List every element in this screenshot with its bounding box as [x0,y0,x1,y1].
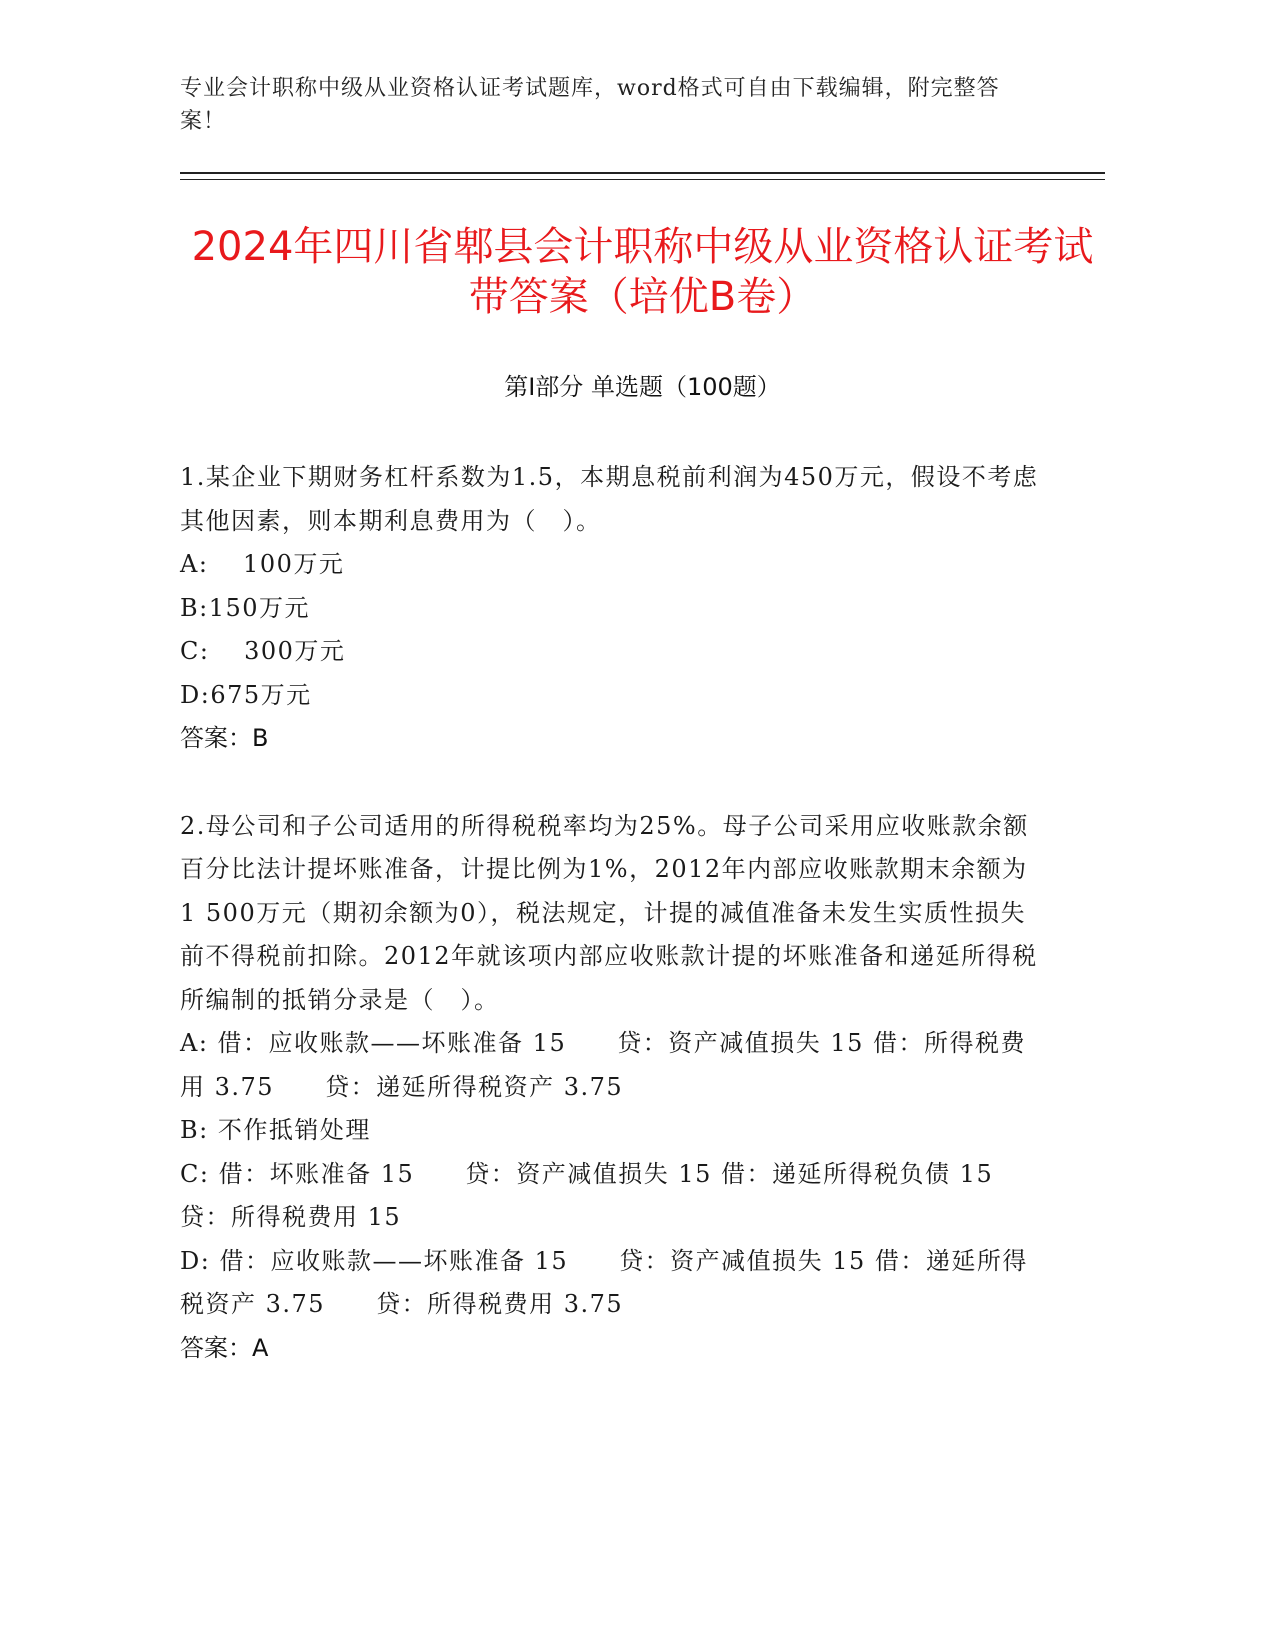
header-divider-thin [180,179,1105,180]
option-b: B:150万元 [180,593,311,622]
answer: 答案：A [180,1333,269,1362]
question-list [180,456,1045,1414]
document-title: 2024年四川省郫县会计职称中级从业资格认证考试带答案（培优B卷） [191,224,1094,320]
answer: 答案：B [180,724,269,752]
header-divider-thick [180,172,1105,174]
question-text: 1.某企业下期财务杠杆系数为1.5，本期息税前利润为450万元，假设不考虑其他因素，则本期利息费用为（ ）。 [180,463,1039,535]
question-text: 2.母公司和子公司适用的所得税税率均为25%。母子公司采用应收账款余额百分比法计提坏账准备，计提比例为1%，2012年内部应收账款期末余额为1 500万元（期初余额为0），税法规定，计提的减值准备未发生实质性损失前不得税前扣除。2012年就该项内部应收账款计提的坏账准备和递延所得税所编制的抵销分录是（ ）。 [180,811,1038,1014]
option-c: C: 300万元 [180,637,346,665]
option-a: A: 100万元 [180,550,345,578]
header-note: 专业会计职称中级从业资格认证考试题库，word格式可自由下载编辑，附完整答案！ [180,76,1000,134]
option-b: B: 不作抵销处理 [180,1116,371,1144]
option-d: D:675万元 [180,680,312,709]
question-1 [180,456,1040,761]
option-d: D: 借：应收账款——坏账准备 15 贷：资产减值损失 15 借：递延所得税资产 3.75 贷：所得税费用 3.75 [180,1246,1028,1318]
section-heading: 第I部分 单选题（100题） [504,373,781,401]
option-c: C: 借：坏账准备 15 贷：资产减值损失 15 借：递延所得税负债 15 贷：所得税费用 15 [180,1159,1045,1231]
option-a: A: 借：应收账款——坏账准备 15 贷：资产减值损失 15 借：所得税费用 3.75 贷：递延所得税资产 3.75 [180,1029,1027,1101]
question-2 [180,805,1045,1371]
